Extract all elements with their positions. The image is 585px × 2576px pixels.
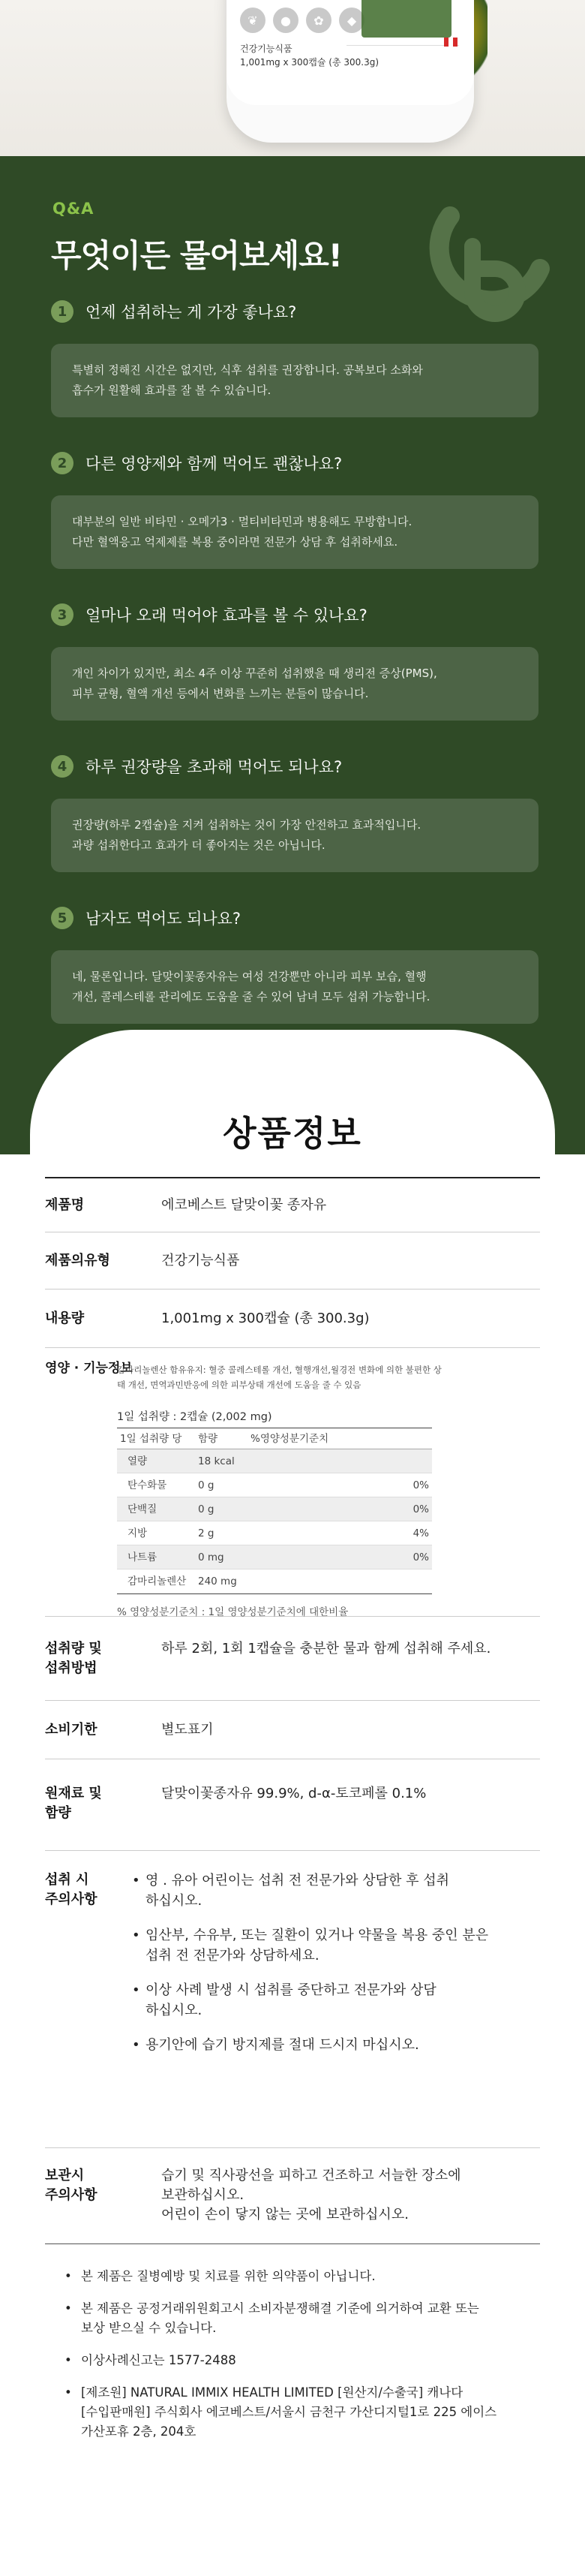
info-value: 하루 2회, 1회 1캡슐을 충분한 물과 함께 섭취해 주세요. bbox=[161, 1641, 491, 1657]
label-icon-row bbox=[240, 8, 364, 33]
nutrient-name: 감마리놀렌산 bbox=[128, 1575, 187, 1587]
info-row-volume bbox=[45, 1290, 540, 1348]
qa-question: 다른 영양제와 함께 먹어도 괜찮나요? bbox=[86, 455, 343, 473]
info-key-line: 섭취 시 bbox=[45, 1872, 89, 1888]
caution-list bbox=[132, 1870, 550, 2069]
nutrition-grid bbox=[117, 1428, 432, 1594]
qa-answer-line: 개선, 콜레스테롤 관리에도 도움을 줄 수 있어 남녀 모두 섭취 가능합니다. bbox=[72, 990, 430, 1004]
qa-answer-line: 흡수가 원활해 효과를 잘 볼 수 있습니다. bbox=[72, 384, 272, 397]
nutrient-name: 지방 bbox=[128, 1527, 148, 1539]
info-row-product-name bbox=[45, 1178, 540, 1232]
info-value: 1,001mg x 300캡슐 (총 300.3g) bbox=[161, 1311, 370, 1326]
qa-title: 무엇이든 물어보세요! bbox=[51, 237, 342, 274]
caution-line: 이상 사례 발생 시 섭취를 중단하고 전문가와 상담 bbox=[146, 1982, 436, 1998]
info-key: 제품의유형 bbox=[45, 1253, 110, 1268]
qa-answer-line: 특별히 정해진 시간은 없지만, 식후 섭취를 권장합니다. 공복보다 소화와 bbox=[72, 363, 423, 377]
bullet-icon: • bbox=[132, 1982, 140, 1998]
notice-line: 가산포휴 2층, 204호 bbox=[81, 2424, 196, 2439]
nutrient-name: 열량 bbox=[128, 1455, 148, 1467]
info-key: 제품명 bbox=[45, 1197, 85, 1213]
info-key-line: 함량 bbox=[45, 1805, 71, 1821]
qa-number-badge: 2 bbox=[51, 452, 74, 474]
info-row-type bbox=[45, 1232, 540, 1290]
caution-item bbox=[132, 1870, 550, 1911]
nutrient-percent: 4% bbox=[412, 1527, 429, 1539]
info-key bbox=[45, 1784, 102, 1823]
storage-line: 어린이 손이 닿지 않는 곳에 보관하십시오. bbox=[161, 2207, 409, 2222]
qa-answer-line: 네, 물론입니다. 달맞이꽃종자유는 여성 건강뿐만 아니라 피부 보습, 혈행 bbox=[72, 970, 427, 983]
product-image-strip bbox=[0, 0, 585, 156]
notice-item bbox=[60, 2351, 555, 2370]
nutrient-percent: 0% bbox=[412, 1503, 429, 1515]
caution-item bbox=[132, 1980, 550, 2021]
info-key-line: 원재료 및 bbox=[45, 1786, 102, 1801]
info-key-line: 보관시 bbox=[45, 2168, 85, 2183]
label-type: 건강기능식품 bbox=[240, 44, 292, 54]
bullet-icon: • bbox=[132, 1873, 140, 1888]
info-key: 내용량 bbox=[45, 1311, 85, 1326]
notice-item bbox=[60, 2267, 555, 2286]
product-info-title: 상품정보 bbox=[223, 1113, 362, 1154]
qa-answer-line: 피부 균형, 혈액 개선 등에서 변화를 느끼는 분들이 많습니다. bbox=[72, 687, 369, 700]
qa-answer-line: 과량 섭취한다고 효과가 더 좋아지는 것은 아닙니다. bbox=[72, 838, 326, 852]
qa-answer bbox=[51, 950, 538, 1024]
qa-answer bbox=[51, 647, 538, 721]
nutrition-intro-line: 태 개선, 면역과민반응에 의한 피부상태 개선에 도움을 줄 수 있음 bbox=[117, 1380, 362, 1390]
canada-flag-icon bbox=[444, 38, 458, 47]
nutrient-percent bbox=[340, 1569, 432, 1593]
qa-answer-line: 권장량(하루 2캡슐)을 지켜 섭취하는 것이 가장 안전하고 효과적입니다. bbox=[72, 818, 422, 832]
qa-item bbox=[51, 450, 538, 569]
notice-item bbox=[60, 2383, 555, 2442]
info-key: 소비기한 bbox=[45, 1722, 98, 1738]
bullet-icon: • bbox=[64, 2269, 72, 2283]
caution-line: 하십시오. bbox=[146, 2003, 202, 2018]
nutrient-amount: 0 mg bbox=[198, 1551, 224, 1563]
info-key bbox=[45, 1870, 98, 1909]
nutrient-percent: 0% bbox=[412, 1479, 429, 1491]
qa-item bbox=[51, 602, 538, 721]
notice-line: 보상 받으실 수 있습니다. bbox=[81, 2321, 217, 2335]
caution-line: 임산부, 수유부, 또는 질환이 있거나 약물을 복용 중인 분은 bbox=[146, 1927, 489, 1943]
bullet-icon: • bbox=[64, 2301, 72, 2316]
qa-question: 얼마나 오래 먹어야 효과를 볼 수 있나요? bbox=[86, 606, 368, 624]
qa-number-badge: 3 bbox=[51, 603, 74, 626]
qa-answer-line: 다만 혈액응고 억제제를 복용 중이라면 전문가 상담 후 섭취하세요. bbox=[72, 535, 398, 549]
nutrition-footnote: % 영양성분기준치 : 1일 영양성분기준치에 대한비율 bbox=[117, 1606, 349, 1618]
notice-line: 본 제품은 공정거래위원회고시 소비자분쟁해결 기준에 의거하여 교환 또는 bbox=[81, 2301, 479, 2316]
nutrition-header-row bbox=[117, 1428, 432, 1449]
caution-line: 섭취 전 전문가와 상담하세요. bbox=[146, 1948, 320, 1964]
nutrient-name: 탄수화물 bbox=[128, 1479, 167, 1491]
storage-line: 보관하십시오. bbox=[161, 2187, 244, 2203]
info-row-material bbox=[45, 1759, 540, 1851]
notice-line: [제조원] NATURAL IMMIX HEALTH LIMITED [원산지/수출국] 캐나다 bbox=[81, 2385, 464, 2400]
qa-number-badge: 1 bbox=[51, 300, 74, 323]
caution-item bbox=[132, 2035, 550, 2055]
info-value bbox=[161, 2166, 460, 2225]
qa-question: 하루 권장량을 초과해 먹어도 되나요? bbox=[86, 758, 343, 776]
nutrient-amount: 18 kcal bbox=[198, 1455, 235, 1467]
info-key: 영양 · 기능정보 bbox=[45, 1361, 133, 1376]
nutrition-col-header: 함량 bbox=[198, 1433, 218, 1445]
info-row-expiry bbox=[45, 1701, 540, 1759]
notice-item bbox=[60, 2299, 555, 2338]
qa-answer bbox=[51, 495, 538, 569]
leaf-icon: ❦ bbox=[240, 8, 266, 33]
storage-line: 습기 및 직사광선을 피하고 건조하고 서늘한 장소에 bbox=[161, 2168, 461, 2183]
nutrition-serving: 1일 섭취량 : 2캡슐 (2,002 mg) bbox=[117, 1411, 272, 1423]
notice-list bbox=[60, 2267, 555, 2454]
nutrient-percent bbox=[340, 1449, 432, 1473]
qa-answer-line: 개인 차이가 있지만, 최소 4주 이상 꾸준히 섭취했을 때 생리전 증상(PMS), bbox=[72, 667, 437, 680]
nutrition-row bbox=[117, 1545, 432, 1569]
label-amount: 1,001mg x 300캡슐 (총 300.3g) bbox=[240, 57, 380, 68]
nutrient-percent: 0% bbox=[412, 1551, 429, 1563]
caution-line: 용기안에 습기 방지제를 절대 드시지 마십시오. bbox=[146, 2037, 419, 2053]
caution-line: 하십시오. bbox=[146, 1893, 202, 1909]
info-key bbox=[45, 2166, 98, 2205]
nutrient-amount: 240 mg bbox=[198, 1575, 237, 1587]
bullet-icon: • bbox=[132, 1927, 140, 1943]
qa-tag: Q&A bbox=[52, 200, 94, 218]
nutrient-name: 단백질 bbox=[128, 1503, 158, 1515]
nutrition-row bbox=[117, 1497, 432, 1521]
info-row-storage bbox=[45, 2148, 540, 2244]
qa-item bbox=[51, 299, 538, 417]
qa-number-badge: 4 bbox=[51, 755, 74, 778]
nutrition-table bbox=[117, 1408, 432, 1618]
product-bottle bbox=[226, 0, 474, 143]
info-value: 에코베스트 달맞이꽃 종자유 bbox=[161, 1197, 327, 1213]
qa-number-badge: 5 bbox=[51, 907, 74, 929]
nutrition-intro-line: 감마리놀렌산 함유유지: 혈중 콜레스테롤 개선, 혈행개선,월경전 변화에 의한 불편한 상 bbox=[117, 1365, 442, 1375]
nutrition-row bbox=[117, 1449, 432, 1473]
info-row-intake bbox=[45, 1617, 540, 1701]
info-value: 달맞이꽃종자유 99.9%, d-α-토코페롤 0.1% bbox=[161, 1786, 427, 1801]
notice-line: 이상사례신고는 1577-2488 bbox=[81, 2353, 236, 2367]
qa-item bbox=[51, 754, 538, 872]
nutrition-intro bbox=[117, 1362, 526, 1392]
caution-item bbox=[132, 1925, 550, 1966]
nutrition-col-header: %영양성분기준치 bbox=[250, 1433, 329, 1445]
info-value: 건강기능식품 bbox=[161, 1253, 240, 1268]
flower-icon: ✿ bbox=[306, 8, 332, 33]
nutrient-amount: 0 g bbox=[198, 1479, 214, 1491]
shield-icon: ◆ bbox=[339, 8, 364, 33]
info-key bbox=[45, 1639, 102, 1678]
bullet-icon: • bbox=[64, 2353, 72, 2367]
info-key-line: 섭취량 및 bbox=[45, 1641, 102, 1657]
qa-answer-line: 대부분의 일반 비타민 · 오메가3 · 멀티비타민과 병용해도 무방합니다. bbox=[72, 515, 412, 528]
label-divider bbox=[346, 45, 459, 75]
info-key-line: 섭취방법 bbox=[45, 1660, 98, 1676]
nutrition-row bbox=[117, 1521, 432, 1545]
qa-section bbox=[0, 156, 585, 1154]
nutrition-col-header: 1일 섭취량 당 bbox=[120, 1433, 182, 1445]
nutrition-row bbox=[117, 1569, 432, 1593]
bullet-icon: • bbox=[132, 2037, 140, 2053]
nutrition-row bbox=[117, 1473, 432, 1497]
qa-answer bbox=[51, 344, 538, 417]
nutrient-name: 나트륨 bbox=[128, 1551, 158, 1563]
qa-answer bbox=[51, 799, 538, 872]
qa-item bbox=[51, 905, 538, 1024]
info-key-line: 주의사항 bbox=[45, 2187, 98, 2203]
label-green-panel bbox=[362, 0, 452, 38]
bullet-icon: • bbox=[64, 2385, 72, 2400]
qa-question: 언제 섭취하는 게 가장 좋나요? bbox=[86, 303, 297, 321]
nutrient-amount: 2 g bbox=[198, 1527, 214, 1539]
drop-icon: ● bbox=[273, 8, 298, 33]
nutrient-amount: 0 g bbox=[198, 1503, 214, 1515]
qa-question: 남자도 먹어도 되나요? bbox=[86, 910, 242, 928]
product-label bbox=[226, 0, 474, 105]
caution-line: 영 . 유아 어린이는 섭취 전 전문가와 상담한 후 섭취 bbox=[146, 1873, 449, 1888]
info-key-line: 주의사항 bbox=[45, 1891, 98, 1907]
notice-line: 본 제품은 질병예방 및 치료를 위한 의약품이 아닙니다. bbox=[81, 2269, 376, 2283]
notice-line: [수입판매원] 주식회사 에코베스트/서울시 금천구 가산디지털1로 225 에이스 bbox=[81, 2405, 497, 2419]
info-value: 별도표기 bbox=[161, 1722, 214, 1738]
